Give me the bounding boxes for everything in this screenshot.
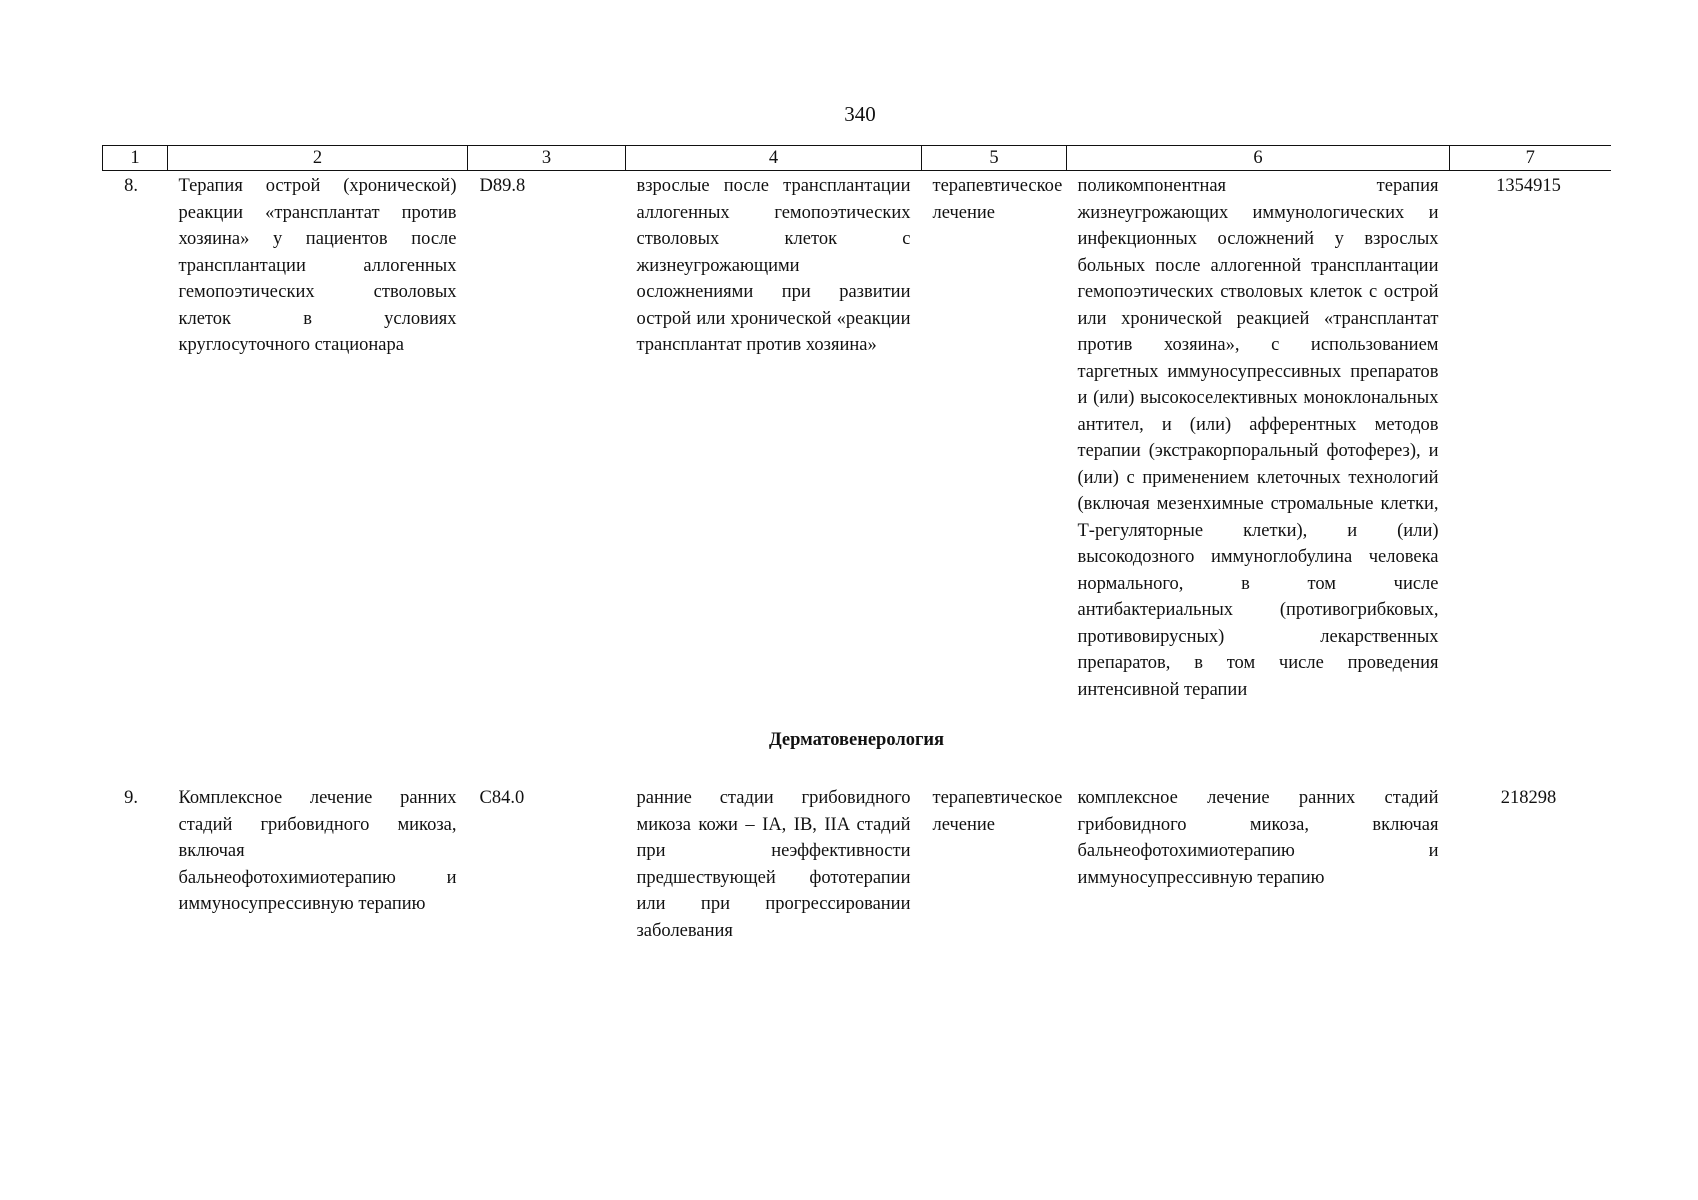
page-number: 340 (844, 102, 876, 126)
cost-value: 218298 (1500, 788, 1557, 808)
treatment-method: поликомпонентная терапия жизнеугрожающих иммунологических и инфекционных осложнений у взрослых больных после аллогенной трансплантации гемопоэтических стволовых клеток с острой или хронической реакцией «трансплантат против хозяина», с использованием таргетных иммуносупрессивных препаратов и (или) высокоселективных моноклональных антител, и (или) афферентных методов терапии (экстракорпоральный фотоферез), и (или) с применением клеточных технологий (включая мезенхимные стромальные клетки, Т-регуляторные клетки), и (или) высокодозного иммуноглобулина человека нормального, в том числе антибактериальных (противогрибковых, противовирусных) лекарственных препаратов, в том числе проведения интенсивной терапии (1077, 176, 1439, 700)
patient-model: ранние стадии грибовидного микоза кожи – IA, IB, IIA стадий при неэффективности предшествующей фототерапии или при прогрессировании заболевания (636, 788, 911, 941)
icd-code: D89.8 (479, 176, 526, 196)
cost-value: 1354915 (1496, 176, 1561, 196)
treatment-method: комплексное лечение ранних стадий грибовидного микоза, включая бальнеофотохимиотерапию и иммуносупрессивную терапию (1077, 788, 1439, 888)
section-heading: Дерматовенерология (768, 730, 945, 750)
service-name: Комплексное лечение ранних стадий грибовидного микоза, включая бальнеофотохимиотерапию и иммуносупрессивную терапию (178, 788, 457, 914)
row-number: 8. (124, 176, 138, 196)
column-header-4: 4 (626, 146, 922, 171)
icd-code: C84.0 (479, 788, 525, 808)
treatment-type: терапевтическое лечение (932, 176, 1063, 223)
treatment-type: терапевтическое лечение (932, 788, 1063, 835)
table-row (103, 783, 1611, 944)
column-header-7: 7 (1450, 146, 1611, 171)
patient-model: взрослые после трансплантации аллогенных гемопоэтических стволовых клеток с жизнеугрожающими осложнениями при развитии острой или хронической «реакции трансплантат против хозяина» (636, 176, 911, 355)
column-header-1: 1 (103, 146, 168, 171)
table-row (103, 171, 1611, 704)
service-name: Терапия острой (хронической) реакции «трансплантат против хозяина» у пациентов после трансплантации аллогенных гемопоэтических стволовых клеток в условиях круглосуточного стационара (178, 176, 457, 355)
services-table (102, 145, 1611, 944)
row-spacer (103, 703, 1611, 717)
section-row (103, 717, 1611, 783)
row-number: 9. (124, 788, 138, 808)
column-header-6: 6 (1067, 146, 1450, 171)
column-header-5: 5 (922, 146, 1067, 171)
column-header-3: 3 (468, 146, 626, 171)
column-header-2: 2 (168, 146, 468, 171)
column-number-header (103, 146, 1611, 171)
